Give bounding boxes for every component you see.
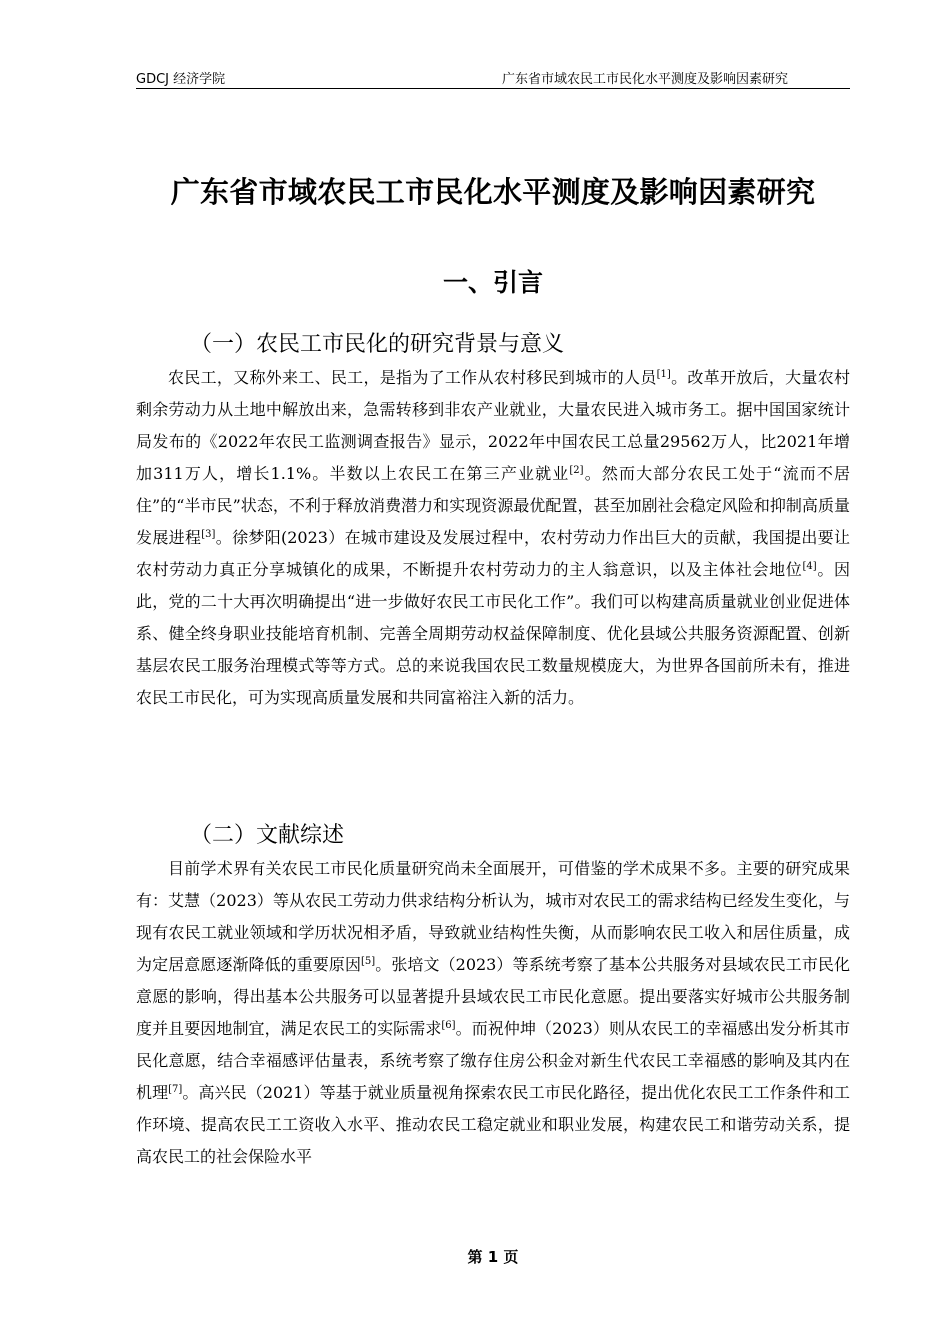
running-header <box>136 66 850 89</box>
text-run: 。然而大部分农民工处于“流而不居住”的“半市民”状态，不利于释放消费潜力和实现资源最优配置，甚至加剧社会稳定风险和抑制高质量发展进程 <box>136 464 850 547</box>
text-run: 。而祝仲坤（2023）则从农民工的幸福感出发分析其市民化意愿，结合幸福感评估量表，系统考察了缴存住房公积金对新生代农民工幸福感的影响及其内在机理 <box>136 1019 850 1102</box>
citation-ref: [6] <box>441 1020 456 1031</box>
text-run: 。因此，党的二十大再次明确提出“进一步做好农民工市民化工作”。我们可以构建高质量就业创业促进体系、健全终身职业技能培育机制、完善全周期劳动权益保障制度、优化县域公共服务资源配置、创新基层农民工服务治理模式等等方式。总的来说我国农民工数量规模庞大，为世界各国前所未有，推进农民工市民化，可为实现高质量发展和共同富裕注入新的活力。 <box>136 560 850 707</box>
subsection-heading-literature: （二）文献综述 <box>190 823 345 848</box>
paragraph-literature-review <box>136 853 850 1173</box>
header-institution: GDCJ 经济学院 <box>136 72 226 87</box>
paper-title: 广东省市域农民工市民化水平测度及影响因素研究 <box>170 175 816 209</box>
text-run: 。徐梦阳(2023）在城市建设及发展过程中，农村劳动力作出巨大的贡献，我国提出要让农村劳动力真正分享城镇化的成果，不断提升农村劳动力的主人翁意识，以及主体社会地位 <box>136 528 850 579</box>
section-heading-introduction: 一、引言 <box>442 268 543 297</box>
header-paper-title: 广东省市域农民工市民化水平测度及影响因素研究 <box>501 72 788 87</box>
subsection-heading-background: （一）农民工市民化的研究背景与意义 <box>190 332 565 357</box>
citation-ref: [2] <box>569 465 584 476</box>
text-run: 。张培文（2023）等系统考察了基本公共服务对县域农民工市民化意愿的影响，得出基本公共服务可以显著提升县域农民工市民化意愿。提出要落实好城市公共服务制度并且要因地制宜，满足农民工的实际需求 <box>136 955 850 1038</box>
citation-ref: [5] <box>361 956 376 967</box>
text-run: 。改革开放后，大量农村剩余劳动力从土地中解放出来，急需转移到非农产业就业，大量农民进入城市务工。据中国国家统计局发布的《2022年农民工监测调查报告》显示，2022年中国农民工总量29562万人，比2021年增加311万人，增长1.1%。半数以上农民工在第三产业就业 <box>136 368 850 483</box>
citation-ref: [4] <box>802 561 817 572</box>
text-run: 。高兴民（2021）等基于就业质量视角探索农民工市民化路径，提出优化农民工工作条件和工作环境、提高农民工工资收入水平、推动农民工稳定就业和职业发展，构建农民工和谐劳动关系，提高农民工的社会保险水平 <box>136 1083 850 1166</box>
text-run: 农民工，又称外来工、民工，是指为了工作从农村移民到城市的人员 <box>168 368 657 387</box>
text-run: 目前学术界有关农民工市民化质量研究尚未全面展开，可借鉴的学术成果不多。主要的研究成果有：艾慧（2023）等从农民工劳动力供求结构分析认为，城市对农民工的需求结构已经发生变化，与现有农民工就业领域和学历状况相矛盾，导致就业结构性失衡，从而影响农民工收入和居住质量，成为定居意愿逐渐降低的重要原因 <box>136 859 850 974</box>
citation-ref: [3] <box>201 529 216 540</box>
page-number: 第 1 页 <box>467 1248 519 1266</box>
citation-ref: [7] <box>168 1084 183 1095</box>
paragraph-background <box>136 362 850 714</box>
citation-ref: [1] <box>656 369 671 380</box>
